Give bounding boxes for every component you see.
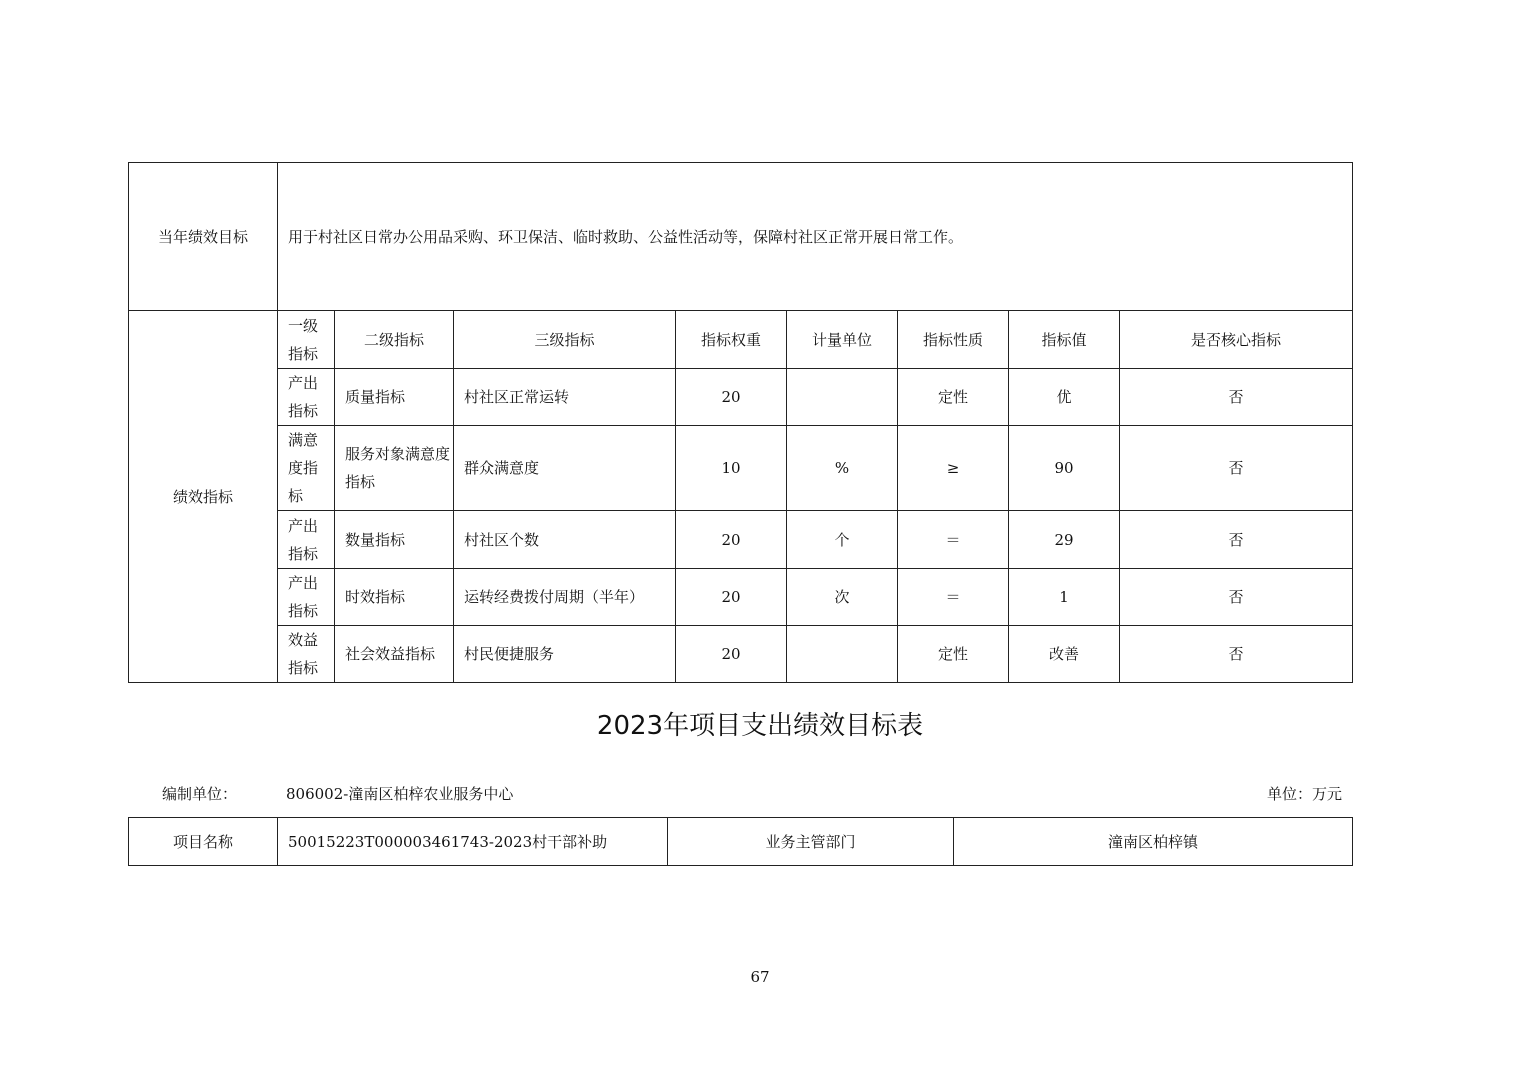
level2-cell: 时效指标	[335, 569, 454, 626]
nature-cell: ＝	[898, 569, 1009, 626]
core-cell: 否	[1120, 369, 1353, 426]
project-name-value: 50015223T000003461743-2023村干部补助	[278, 818, 668, 866]
level1-cell: 满意度指标	[278, 426, 335, 511]
nature-cell: ≥	[898, 426, 1009, 511]
value-cell: 1	[1009, 569, 1120, 626]
weight-cell: 10	[676, 426, 787, 511]
table-row	[129, 369, 1353, 426]
org-value: 806002-潼南区柏梓农业服务中心	[286, 785, 514, 803]
level3-cell: 运转经费拨付周期（半年）	[454, 569, 676, 626]
unit-cell	[787, 369, 898, 426]
page-number: 67	[750, 968, 770, 986]
unit-cell	[787, 626, 898, 683]
weight-cell: 20	[676, 511, 787, 569]
weight-cell: 20	[676, 626, 787, 683]
unit-label: 单位：万元	[1266, 785, 1342, 803]
nature-cell: 定性	[898, 369, 1009, 426]
weight-cell: 20	[676, 569, 787, 626]
goal-text: 用于村社区日常办公用品采购、环卫保洁、临时救助、公益性活动等，保障村社区正常开展日常工作。	[278, 163, 1353, 311]
core-cell: 否	[1120, 511, 1353, 569]
value-cell: 优	[1009, 369, 1120, 426]
unit-cell: 个	[787, 511, 898, 569]
level3-cell: 村社区个数	[454, 511, 676, 569]
header-nature: 指标性质	[898, 311, 1009, 369]
goal-row	[129, 163, 1353, 311]
level2-cell: 服务对象满意度指标	[335, 426, 454, 511]
level1-cell: 产出指标	[278, 511, 335, 569]
unit-cell: %	[787, 426, 898, 511]
project-table	[128, 817, 1353, 866]
project-row	[129, 818, 1353, 866]
page-title: 2023年项目支出绩效目标表	[596, 711, 924, 741]
level2-cell: 社会效益指标	[335, 626, 454, 683]
core-cell: 否	[1120, 426, 1353, 511]
level2-cell: 数量指标	[335, 511, 454, 569]
core-cell: 否	[1120, 569, 1353, 626]
dept-label: 业务主管部门	[668, 818, 954, 866]
level3-cell: 村民便捷服务	[454, 626, 676, 683]
project-name-label: 项目名称	[129, 818, 278, 866]
header-level1: 一级指标	[278, 311, 335, 369]
org-label: 编制单位：	[162, 785, 238, 803]
level3-cell: 村社区正常运转	[454, 369, 676, 426]
table-row	[129, 511, 1353, 569]
indicator-section-label: 绩效指标	[129, 311, 278, 683]
performance-table	[128, 162, 1353, 683]
table-row	[129, 626, 1353, 683]
header-level3: 三级指标	[454, 311, 676, 369]
table-row	[129, 569, 1353, 626]
value-cell: 90	[1009, 426, 1120, 511]
value-cell: 29	[1009, 511, 1120, 569]
goal-label: 当年绩效目标	[129, 163, 278, 311]
level2-cell: 质量指标	[335, 369, 454, 426]
header-level2: 二级指标	[335, 311, 454, 369]
nature-cell: ＝	[898, 511, 1009, 569]
header-core: 是否核心指标	[1120, 311, 1353, 369]
value-cell: 改善	[1009, 626, 1120, 683]
org-unit-line	[128, 782, 1352, 806]
level3-cell: 群众满意度	[454, 426, 676, 511]
table-row	[129, 426, 1353, 511]
level1-cell: 效益指标	[278, 626, 335, 683]
level1-cell: 产出指标	[278, 369, 335, 426]
core-cell: 否	[1120, 626, 1353, 683]
header-weight: 指标权重	[676, 311, 787, 369]
indicator-header-row	[129, 311, 1353, 369]
unit-cell: 次	[787, 569, 898, 626]
weight-cell: 20	[676, 369, 787, 426]
level1-cell: 产出指标	[278, 569, 335, 626]
nature-cell: 定性	[898, 626, 1009, 683]
header-value: 指标值	[1009, 311, 1120, 369]
dept-value: 潼南区柏梓镇	[954, 818, 1353, 866]
header-unit: 计量单位	[787, 311, 898, 369]
